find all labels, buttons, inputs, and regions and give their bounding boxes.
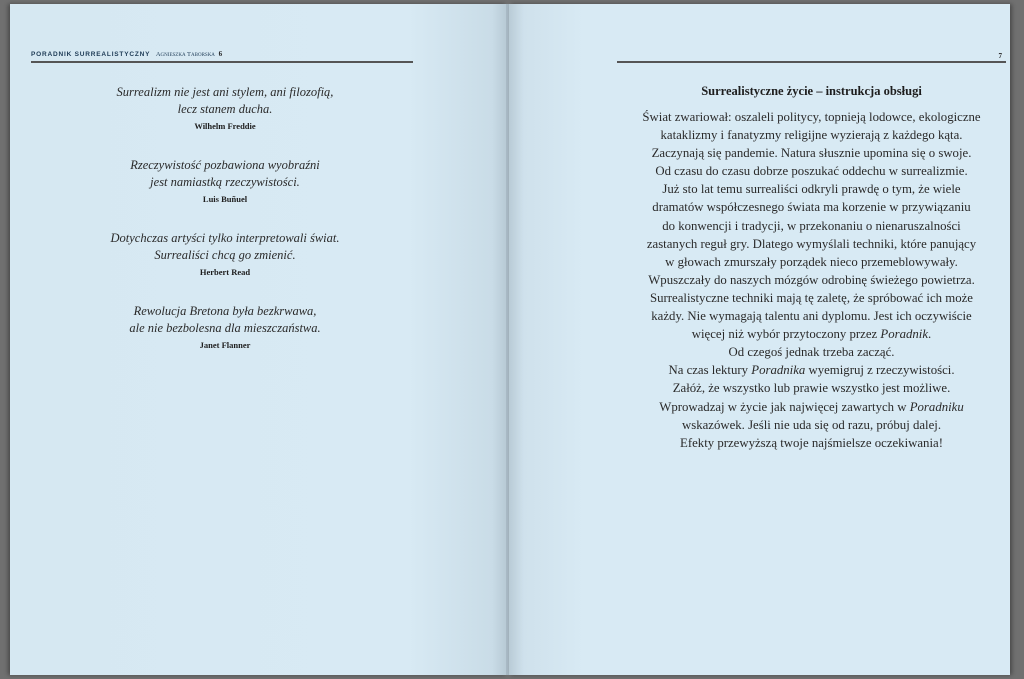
body-line-text: kataklizmy i fanatyzmy religijne wyzierają z każdego kąta.	[660, 128, 963, 143]
body-line	[617, 379, 1006, 397]
page-number-right: 7	[998, 52, 1002, 60]
body-line-text: Na czas lektury	[668, 363, 752, 378]
book-series-title: PORADNIK SURREALISTYCZNY	[31, 51, 151, 58]
body-line-text: Zaczynają się pandemie. Natura słusznie upomina się o swoje.	[651, 146, 972, 161]
body-line	[617, 307, 1006, 325]
body-line	[617, 162, 1006, 180]
body-line-text: Już sto lat temu surrealiści odkryli prawdę o tym, że wiele	[662, 182, 961, 197]
body-line	[617, 416, 1006, 434]
body-line	[617, 271, 1006, 289]
section-title: Surrealistyczne życie – instrukcja obsługi	[701, 84, 922, 98]
body-line-text: Efekty przewyższą twoje najśmielsze oczekiwania!	[680, 435, 943, 450]
book-author: Agnieszka Taborska	[155, 51, 215, 58]
body-line	[617, 180, 1006, 198]
body-line	[617, 343, 1006, 361]
body-line-text: dramatów współczesnego świata ma korzenie w przywiązaniu	[652, 200, 971, 215]
left-page-header	[31, 49, 413, 63]
quote-author: Janet Flanner	[199, 340, 251, 350]
body-line	[617, 361, 1006, 379]
quote-author: Wilhelm Freddie	[194, 121, 256, 131]
quote-author: Herbert Read	[199, 267, 251, 277]
quote	[60, 84, 390, 133]
quote-line: Dotychczas artyści tylko interpretowali świat.	[110, 231, 340, 245]
body-line-text: Surrealistyczne techniki mają tę zaletę, że spróbować ich może	[650, 290, 973, 305]
quote-line: Surrealiści chcą go zmienić.	[154, 248, 296, 262]
body-line	[617, 235, 1006, 253]
quote-line: jest namiastką rzeczywistości.	[150, 175, 300, 189]
body-line-text: Wpuszczały do naszych mózgów odrobinę świeżego powietrza.	[648, 272, 975, 287]
body-line	[617, 289, 1006, 307]
quote-line: lecz stanem ducha.	[177, 102, 273, 116]
body-line	[617, 253, 1006, 271]
body-line-text: wskazówek. Jeśli nie uda się od razu, próbuj dalej.	[681, 417, 942, 432]
body-line-text: Od czegoś jednak trzeba zacząć.	[728, 345, 895, 360]
quote-line: Surrealizm nie jest ani stylem, ani filozofią,	[116, 85, 334, 99]
body-line-text: Wprowadzaj w życie jak najwięcej zawartych w	[659, 399, 910, 414]
body-line	[617, 126, 1006, 144]
page-number-left: 6	[218, 50, 223, 58]
body-line	[617, 325, 1006, 343]
body-line-text: do konwencji i tradycji, w przekonaniu o nienaruszalności	[662, 218, 961, 233]
body-text	[617, 108, 1006, 452]
body-line-title-italic: Poradnika	[751, 363, 806, 378]
body-line-text: Świat zwariował: oszaleli politycy, topnieją lodowce, ekologiczne	[642, 110, 981, 124]
body-line-text: Od czasu do czasu dobrze poszukać oddechu w surrealizmie.	[655, 164, 968, 179]
quotes-block	[60, 84, 390, 376]
left-page	[10, 4, 507, 675]
body-line-text: Załóż, że wszystko lub prawie wszystko jest możliwe.	[672, 381, 951, 396]
body-line	[617, 108, 1006, 126]
body-line	[617, 434, 1006, 452]
body-line-text: każdy. Nie wymagają talentu ani dyplomu. Jest ich oczywiście	[651, 309, 972, 324]
body-line	[617, 198, 1006, 216]
body-line-text: więcej niż wybór przytoczony przez	[691, 327, 881, 342]
quote	[60, 230, 390, 279]
body-line-title-italic: Poradniku	[909, 399, 964, 414]
quote-line: Rewolucja Bretona była bezkrwawa,	[133, 304, 317, 318]
quote-line: Rzeczywistość pozbawiona wyobraźni	[130, 158, 320, 172]
body-line	[617, 398, 1006, 416]
quote	[60, 157, 390, 206]
body-line-text: wyemigruj z rzeczywistości.	[805, 363, 955, 378]
body-line	[617, 217, 1006, 235]
body-line-text: w głowach zmurszały porządek nieco przemeblowywały.	[665, 254, 958, 269]
body-line-title-italic: Poradnik	[880, 327, 929, 342]
body-line-text: .	[928, 327, 932, 342]
body-line	[617, 144, 1006, 162]
body-line-text: zastanych reguł gry. Dlatego wymyślali techniki, które panujący	[646, 236, 977, 251]
right-page-header	[617, 51, 1006, 63]
quote-author: Luis Buñuel	[202, 194, 248, 204]
right-page	[509, 4, 1010, 675]
quote-line: ale nie bezbolesna dla mieszczaństwa.	[129, 321, 321, 335]
quote	[60, 303, 390, 352]
